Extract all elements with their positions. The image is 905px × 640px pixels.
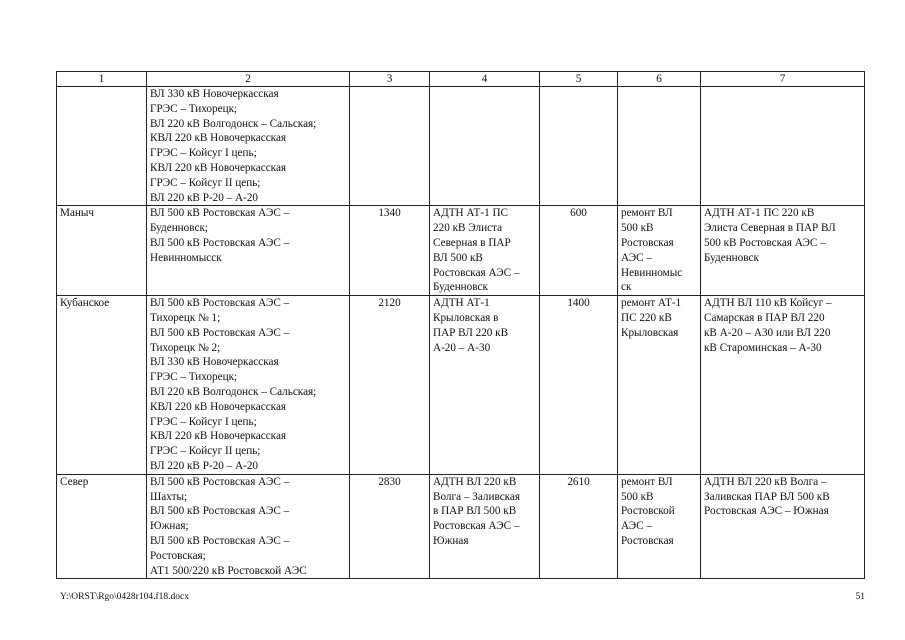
cell-line: Ростовская bbox=[621, 534, 674, 547]
condition-cell-7 bbox=[701, 87, 865, 206]
cell-line: КВЛ 220 кВ Новочеркасская bbox=[150, 430, 287, 443]
cell-line: Заливская ПАР ВЛ 500 кВ bbox=[704, 490, 830, 503]
data-table bbox=[56, 71, 865, 579]
cell-line: ГРЭС – Тихорецк; bbox=[150, 371, 238, 384]
cell-line: АДТН ВЛ 220 кВ bbox=[433, 475, 517, 488]
cell-line: ГРЭС – Койсуг II цепь; bbox=[150, 176, 261, 189]
cell-line: ск bbox=[621, 281, 632, 294]
condition-cell-4 bbox=[430, 296, 540, 475]
column-header: 6 bbox=[618, 72, 701, 87]
table-row bbox=[57, 296, 865, 475]
cell-line: 500 кВ bbox=[621, 490, 654, 503]
cell-line: ремонт АТ-1 bbox=[621, 297, 682, 310]
value-cell-5 bbox=[540, 87, 618, 206]
cell-line: Ростовская; bbox=[150, 549, 206, 562]
cell-line: Волга – Заливская bbox=[433, 490, 521, 503]
column-header: 5 bbox=[540, 72, 618, 87]
cell-line: АДТН АТ-1 ПС bbox=[433, 207, 509, 220]
cell-line: КВЛ 220 кВ Новочеркасская bbox=[150, 400, 287, 413]
controlled-lines-cell bbox=[147, 296, 350, 475]
cell-line: ГРЭС – Койсуг I цепь; bbox=[150, 415, 257, 428]
cell-line: ВЛ 220 кВ Р-20 – А-20 bbox=[150, 191, 259, 204]
cell-line: Шахты; bbox=[150, 490, 188, 503]
cell-line: КВЛ 220 кВ Новочеркасская bbox=[150, 161, 287, 174]
table-body bbox=[57, 87, 865, 579]
cell-line: Тихорецк № 2; bbox=[150, 341, 221, 354]
cell-line: ремонт ВЛ bbox=[621, 207, 673, 220]
cell-line: Тихорецк № 1; bbox=[150, 311, 221, 324]
cell-line: АДТН АТ-1 bbox=[433, 297, 490, 310]
cell-line: 2610 bbox=[567, 475, 590, 488]
cell-line: АЭС – bbox=[621, 251, 653, 264]
condition-cell-4 bbox=[430, 87, 540, 206]
cell-line: ВЛ 220 кВ Волгодонск – Сальская; bbox=[150, 117, 317, 130]
column-header: 1 bbox=[57, 72, 147, 87]
value-cell-5 bbox=[540, 296, 618, 475]
cell-line: в ПАР ВЛ 500 кВ bbox=[433, 505, 517, 518]
cell-line: ПАР ВЛ 220 кВ bbox=[433, 326, 509, 339]
cell-line: Ростовская АЭС – bbox=[433, 266, 520, 279]
cell-line: АТ1 500/220 кВ Ростовской АЭС bbox=[150, 564, 307, 577]
cell-line: АДТН АТ-1 ПС 220 кВ bbox=[704, 207, 815, 220]
controlled-lines-cell bbox=[147, 87, 350, 206]
cell-line: Буденновск bbox=[433, 281, 488, 294]
cell-line: 220 кВ Элиста bbox=[433, 222, 503, 235]
controlled-lines-cell bbox=[147, 206, 350, 296]
cell-line: Невинномысск bbox=[150, 251, 222, 264]
cell-line: 1340 bbox=[378, 207, 401, 220]
cell-line: 2120 bbox=[378, 297, 401, 310]
cell-line: ВЛ 500 кВ Ростовская АЭС – bbox=[150, 505, 290, 518]
table-row bbox=[57, 206, 865, 296]
repair-cell-6 bbox=[618, 87, 701, 206]
cell-line: ВЛ 220 кВ Р-20 – А-20 bbox=[150, 459, 259, 472]
repair-cell-6 bbox=[618, 474, 701, 579]
section-name-cell bbox=[57, 87, 147, 206]
cell-line: Маныч bbox=[60, 207, 95, 220]
cell-line: кВ Староминская – А-30 bbox=[704, 341, 822, 354]
cell-line: 500 кВ bbox=[621, 222, 654, 235]
cell-line: Крыловская в bbox=[433, 311, 499, 324]
page-number: 51 bbox=[855, 592, 865, 602]
cell-line: Буденновск; bbox=[150, 222, 208, 235]
cell-line: 600 bbox=[570, 207, 587, 220]
value-cell-3 bbox=[350, 296, 430, 475]
cell-line: Ростовская АЭС – bbox=[433, 520, 520, 533]
cell-line: 2830 bbox=[378, 475, 401, 488]
cell-line: ПС 220 кВ bbox=[621, 311, 672, 324]
controlled-lines-cell bbox=[147, 474, 350, 579]
cell-line: АЭС – bbox=[621, 520, 653, 533]
cell-line: ГРЭС – Тихорецк; bbox=[150, 102, 238, 115]
cell-line: Кубанское bbox=[60, 297, 110, 310]
cell-line: 1400 bbox=[567, 297, 590, 310]
cell-line: ВЛ 500 кВ Ростовская АЭС – bbox=[150, 534, 290, 547]
table-row bbox=[57, 87, 865, 206]
section-name-cell bbox=[57, 206, 147, 296]
cell-line: ВЛ 330 кВ Новочеркасская bbox=[150, 356, 279, 369]
cell-line: Северная в ПАР bbox=[433, 236, 511, 249]
cell-line: кВ А-20 – А30 или ВЛ 220 bbox=[704, 326, 831, 339]
column-header: 7 bbox=[701, 72, 865, 87]
cell-line: ВЛ 220 кВ Волгодонск – Сальская; bbox=[150, 385, 317, 398]
footer-file-path: Y:\ORST\Rgo\0428r104.f18.docx bbox=[60, 592, 189, 602]
value-cell-5 bbox=[540, 206, 618, 296]
cell-line: ВЛ 500 кВ Ростовская АЭС – bbox=[150, 326, 290, 339]
cell-line: ремонт ВЛ bbox=[621, 475, 673, 488]
column-header: 3 bbox=[350, 72, 430, 87]
section-name-cell bbox=[57, 296, 147, 475]
cell-line: Буденновск bbox=[704, 251, 759, 264]
table-row bbox=[57, 474, 865, 579]
value-cell-3 bbox=[350, 87, 430, 206]
cell-line: Невинномыс bbox=[621, 266, 683, 279]
cell-line: Ростовской bbox=[621, 505, 675, 518]
cell-line: Крыловская bbox=[621, 326, 679, 339]
cell-line: ГРЭС – Койсуг I цепь; bbox=[150, 147, 257, 160]
cell-line: А-20 – А-30 bbox=[433, 341, 491, 354]
value-cell-3 bbox=[350, 206, 430, 296]
cell-line: ВЛ 500 кВ Ростовская АЭС – bbox=[150, 475, 290, 488]
column-header: 4 bbox=[430, 72, 540, 87]
cell-line: АДТН ВЛ 110 кВ Койсуг – bbox=[704, 297, 832, 310]
repair-cell-6 bbox=[618, 206, 701, 296]
condition-cell-7 bbox=[701, 296, 865, 475]
cell-line: Ростовская АЭС – Южная bbox=[704, 505, 829, 518]
condition-cell-4 bbox=[430, 474, 540, 579]
cell-line: АДТН ВЛ 220 кВ Волга – bbox=[704, 475, 827, 488]
header-row bbox=[57, 72, 865, 87]
section-name-cell bbox=[57, 474, 147, 579]
cell-line: Север bbox=[60, 475, 89, 488]
cell-line: Элиста Северная в ПАР ВЛ bbox=[704, 222, 836, 235]
condition-cell-7 bbox=[701, 474, 865, 579]
repair-cell-6 bbox=[618, 296, 701, 475]
cell-line: 500 кВ Ростовская АЭС – bbox=[704, 236, 826, 249]
cell-line: Южная bbox=[433, 534, 469, 547]
cell-line: КВЛ 220 кВ Новочеркасская bbox=[150, 132, 287, 145]
cell-line: ВЛ 500 кВ Ростовская АЭС – bbox=[150, 236, 290, 249]
value-cell-3 bbox=[350, 474, 430, 579]
cell-line: ВЛ 500 кВ bbox=[433, 251, 483, 264]
column-header: 2 bbox=[147, 72, 350, 87]
condition-cell-7 bbox=[701, 206, 865, 296]
cell-line: Самарская в ПАР ВЛ 220 bbox=[704, 311, 825, 324]
cell-line: Южная; bbox=[150, 520, 189, 533]
value-cell-5 bbox=[540, 474, 618, 579]
cell-line: ВЛ 500 кВ Ростовская АЭС – bbox=[150, 207, 290, 220]
cell-line: Ростовская bbox=[621, 236, 674, 249]
cell-line: ГРЭС – Койсуг II цепь; bbox=[150, 445, 261, 458]
condition-cell-4 bbox=[430, 206, 540, 296]
cell-line: ВЛ 500 кВ Ростовская АЭС – bbox=[150, 297, 290, 310]
cell-line: ВЛ 330 кВ Новочеркасская bbox=[150, 88, 279, 100]
